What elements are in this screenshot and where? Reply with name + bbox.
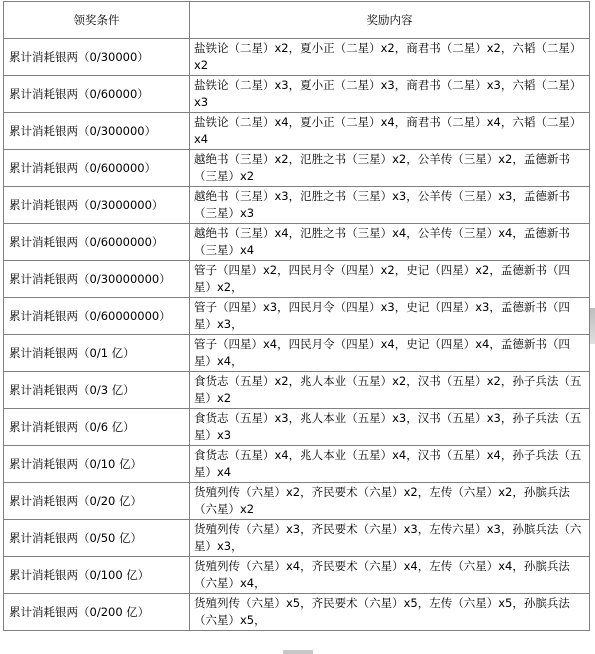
- reward-cell: 货殖列传（六星）x2，齐民要术（六星）x2，左传（六星）x2，孙膑兵法（六星）x2: [190, 483, 590, 520]
- header-reward: 奖励内容: [190, 2, 590, 39]
- condition-cell: 累计消耗银两（0/30000000）: [4, 261, 190, 298]
- condition-cell: 累计消耗银两（0/30000）: [4, 39, 190, 76]
- condition-cell: 累计消耗银两（0/60000000）: [4, 298, 190, 335]
- condition-cell: 累计消耗银两（0/600000）: [4, 150, 190, 187]
- condition-cell: 累计消耗银两（0/3000000）: [4, 187, 190, 224]
- table-row: [4, 372, 590, 409]
- condition-cell: 累计消耗银两（0/300000）: [4, 113, 190, 150]
- table-row: [4, 261, 590, 298]
- reward-cell: 盐铁论（二星）x2，夏小正（二星）x2，商君书（二星）x2，六韬（二星）x2: [190, 39, 590, 76]
- table-row: [4, 557, 590, 594]
- reward-cell: 管子（四星）x2，四民月令（四星）x2，史记（四星）x2，孟德新书（四星）x2，: [190, 261, 590, 298]
- reward-cell: 货殖列传（六星）x4，齐民要术（六星）x4，左传（六星）x4，孙膑兵法（六星）x4，: [190, 557, 590, 594]
- header-row: [4, 2, 590, 39]
- header-condition: 领奖条件: [4, 2, 190, 39]
- table-row: [4, 150, 590, 187]
- reward-cell: 盐铁论（二星）x4，夏小正（二星）x4，商君书（二星）x4，六韬（二星）x4: [190, 113, 590, 150]
- reward-cell: 越绝书（三星）x4，氾胜之书（三星）x4，公羊传（三星）x4，孟德新书（三星）x4: [190, 224, 590, 261]
- condition-cell: 累计消耗银两（0/6 亿）: [4, 409, 190, 446]
- table-row: [4, 76, 590, 113]
- condition-cell: 累计消耗银两（0/100 亿）: [4, 557, 190, 594]
- reward-cell: 食货志（五星）x3，兆人本业（五星）x3，汉书（五星）x3，孙子兵法（五星）x3: [190, 409, 590, 446]
- reward-cell: 盐铁论（二星）x3，夏小正（二星）x3，商君书（二星）x3，六韬（二星）x3: [190, 76, 590, 113]
- table-row: [4, 39, 590, 76]
- table-row: [4, 520, 590, 557]
- condition-cell: 累计消耗银两（0/1 亿）: [4, 335, 190, 372]
- scroll-edge-marker: [590, 308, 595, 344]
- reward-table: [3, 1, 590, 631]
- reward-cell: 货殖列传（六星）x5，齐民要术（六星）x5，左传（六星）x5，孙膑兵法（六星）x5，: [190, 594, 590, 631]
- condition-cell: 累计消耗银两（0/50 亿）: [4, 520, 190, 557]
- table-row: [4, 594, 590, 631]
- reward-cell: 越绝书（三星）x2，氾胜之书（三星）x2，公羊传（三星）x2，孟德新书（三星）x2: [190, 150, 590, 187]
- table-row: [4, 224, 590, 261]
- condition-cell: 累计消耗银两（0/20 亿）: [4, 483, 190, 520]
- reward-cell: 管子（四星）x4，四民月令（四星）x4，史记（四星）x4，孟德新书（四星）x4，: [190, 335, 590, 372]
- table-row: [4, 298, 590, 335]
- table-row: [4, 335, 590, 372]
- reward-cell: 越绝书（三星）x3，氾胜之书（三星）x3，公羊传（三星）x3，孟德新书（三星）x3: [190, 187, 590, 224]
- reward-cell: 货殖列传（六星）x3，齐民要术（六星）x3，左传六星）x3，孙膑兵法（六星）x3，: [190, 520, 590, 557]
- condition-cell: 累计消耗银两（0/6000000）: [4, 224, 190, 261]
- table-row: [4, 483, 590, 520]
- reward-cell: 管子（四星）x3，四民月令（四星）x3，史记（四星）x3，孟德新书（四星）x3，: [190, 298, 590, 335]
- condition-cell: 累计消耗银两（0/3 亿）: [4, 372, 190, 409]
- table-row: [4, 409, 590, 446]
- table-row: [4, 446, 590, 483]
- reward-cell: 食货志（五星）x2，兆人本业（五星）x2，汉书（五星）x2，孙子兵法（五星）x2: [190, 372, 590, 409]
- condition-cell: 累计消耗银两（0/60000）: [4, 76, 190, 113]
- condition-cell: 累计消耗银两（0/10 亿）: [4, 446, 190, 483]
- table-row: [4, 113, 590, 150]
- bottom-edge-marker: [283, 650, 313, 654]
- reward-cell: 食货志（五星）x4，兆人本业（五星）x4，汉书（五星）x4，孙子兵法（五星）x4: [190, 446, 590, 483]
- condition-cell: 累计消耗银两（0/200 亿）: [4, 594, 190, 631]
- table-row: [4, 187, 590, 224]
